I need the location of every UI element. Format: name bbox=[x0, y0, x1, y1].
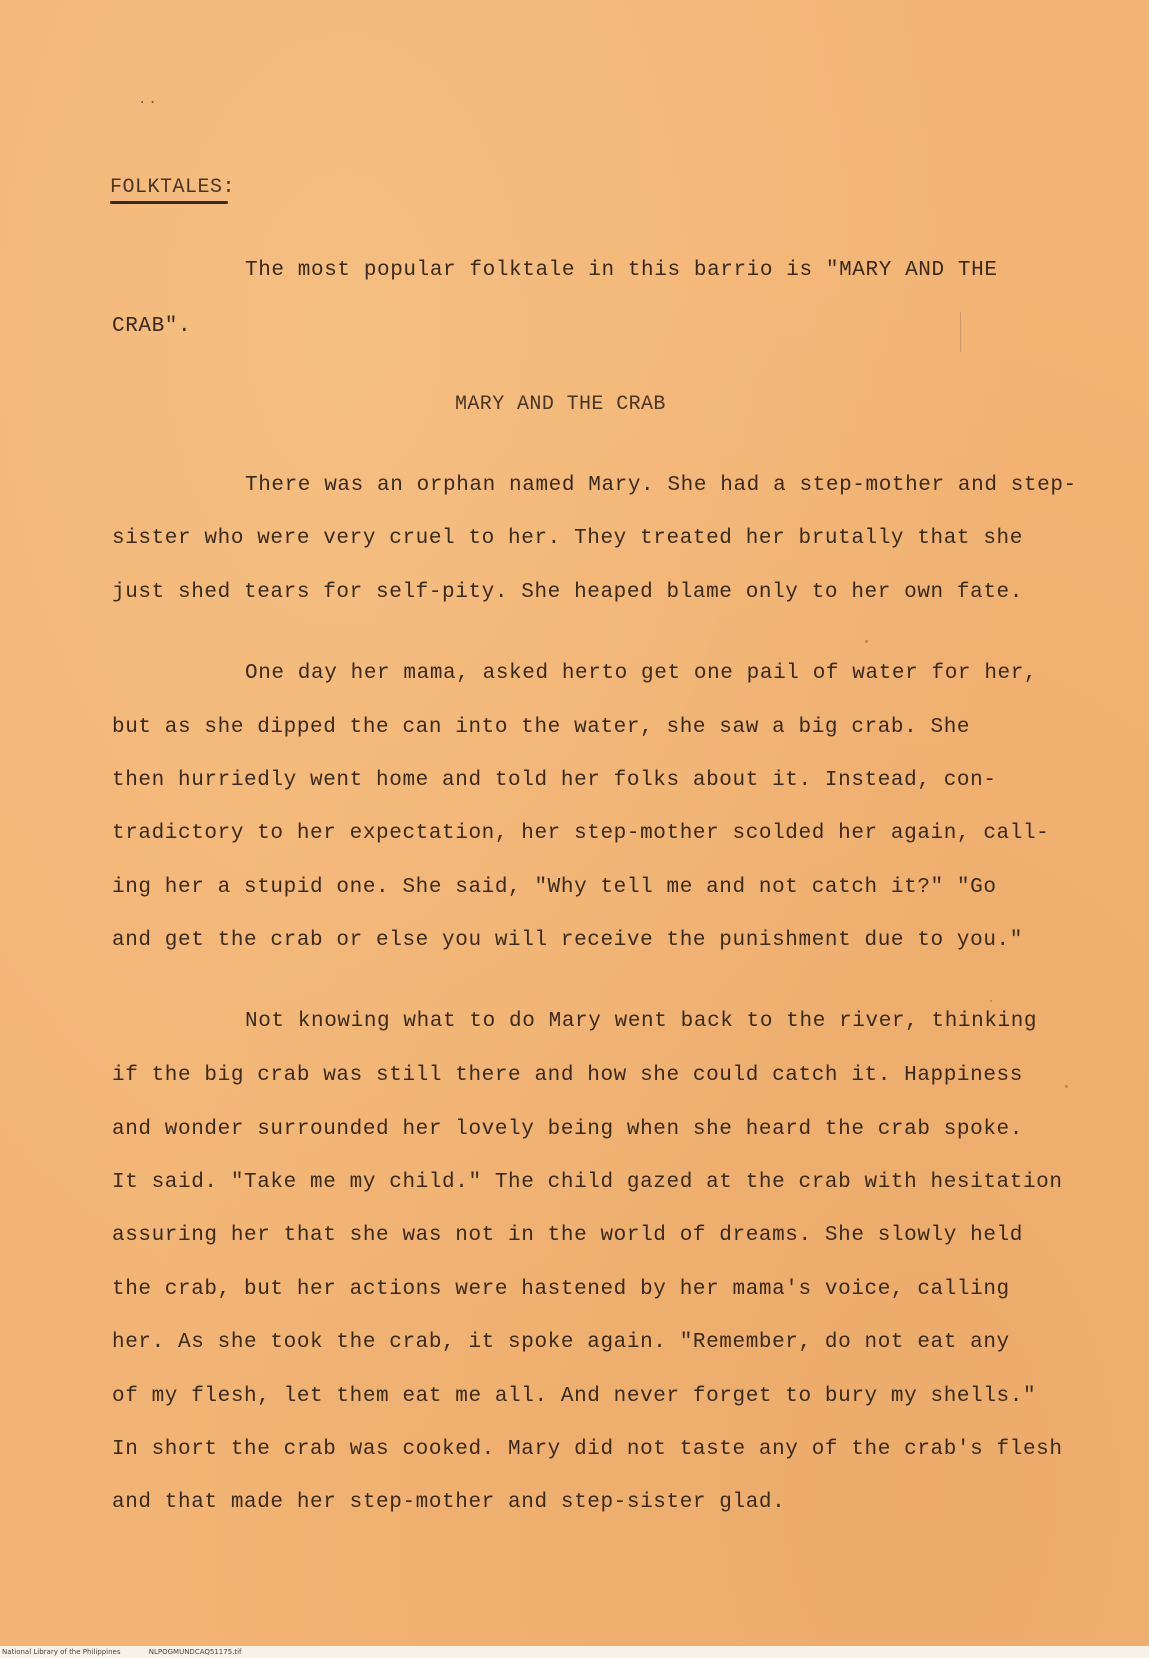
section-heading-text: FOLKTALES: bbox=[110, 176, 236, 199]
p2-line-2: but as she dipped the can into the water, she saw a big crab. She bbox=[112, 716, 971, 739]
p2-line-3: then hurriedly went home and told her folks about it. Instead, con- bbox=[112, 769, 997, 792]
section-heading bbox=[110, 176, 235, 204]
paper-speck bbox=[990, 1000, 992, 1002]
p2-line-5: ing her a stupid one. She said, "Why tell me and not catch it?" "Go bbox=[112, 876, 997, 899]
p2-line-4: tradictory to her expectation, her step-mother scolded her again, call- bbox=[112, 822, 1050, 845]
paper-speck bbox=[865, 640, 868, 643]
p3-line-2: if the big crab was still there and how she could catch it. Happiness bbox=[112, 1064, 1023, 1087]
p3-line-6: the crab, but her actions were hastened by her mama's voice, calling bbox=[112, 1278, 1010, 1301]
p1-line-3: just shed tears for self-pity. She heaped blame only to her own fate. bbox=[112, 581, 1023, 604]
p3-line-1: Not knowing what to do Mary went back to the river, thinking bbox=[245, 1010, 1038, 1033]
stray-marks: .. bbox=[138, 92, 159, 108]
p3-line-9: In short the crab was cooked. Mary did not taste any of the crab's flesh bbox=[112, 1438, 1063, 1461]
story-title: MARY AND THE CRAB bbox=[455, 393, 666, 416]
p3-line-7: her. As she took the crab, it spoke again. "Remember, do not eat any bbox=[112, 1331, 1010, 1354]
paper-speck bbox=[1065, 1085, 1068, 1088]
p1-line-2: sister who were very cruel to her. They treated her brutally that she bbox=[112, 527, 1023, 550]
margin-mark bbox=[960, 312, 961, 352]
p3-line-3: and wonder surrounded her lovely being when she heard the crab spoke. bbox=[112, 1118, 1023, 1141]
intro-line-1: The most popular folktale in this barrio is "MARY AND THE bbox=[245, 259, 998, 282]
p3-line-8: of my flesh, let them eat me all. And never forget to bury my shells." bbox=[112, 1385, 1037, 1408]
heading-underline bbox=[110, 201, 228, 204]
p3-line-10: and that made her step-mother and step-sister glad. bbox=[112, 1491, 786, 1514]
footer-library: National Library of the Philippines bbox=[2, 1648, 121, 1656]
p3-line-4: It said. "Take me my child." The child gazed at the crab with hesitation bbox=[112, 1171, 1063, 1194]
intro-line-2: CRAB". bbox=[112, 315, 192, 338]
scan-footer bbox=[0, 1646, 1149, 1658]
p2-line-1: One day her mama, asked herto get one pail of water for her, bbox=[245, 662, 1038, 685]
p1-line-1: There was an orphan named Mary. She had a step-mother and step- bbox=[245, 474, 1077, 497]
p3-line-5: assuring her that she was not in the world of dreams. She slowly held bbox=[112, 1224, 1023, 1247]
footer-file: NLPOGMUNDCAQ51175.tif bbox=[148, 1648, 242, 1656]
p2-line-6: and get the crab or else you will receive the punishment due to you." bbox=[112, 929, 1023, 952]
